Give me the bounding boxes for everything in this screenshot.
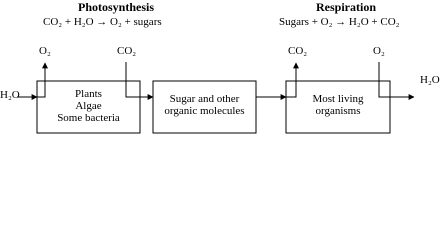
- o2-left-label: O₂: [39, 45, 51, 57]
- consumers-line-1: Most living: [312, 93, 364, 105]
- box-producers-text: [37, 88, 140, 124]
- respiration-title: Respiration: [316, 0, 376, 14]
- consumers-line-2: organisms: [315, 105, 361, 117]
- co2-left-label: CO₂: [117, 45, 137, 57]
- sugars-line-2: organic molecules: [164, 105, 245, 117]
- co2-right-label: CO₂: [288, 45, 308, 57]
- box-consumers-text: [286, 93, 390, 117]
- h2o-right-label: H₂O: [420, 74, 440, 86]
- producers-line-1: Plants: [75, 88, 102, 100]
- arrow-o2-in: [379, 62, 390, 97]
- photosynthesis-equation: CO₂ + H₂O → O₂ + sugars: [43, 16, 162, 28]
- box-sugars-text: [153, 93, 256, 117]
- respiration-equation: Sugars + O₂ → H₂O + CO₂: [279, 16, 400, 28]
- arrow-co2-out: [286, 63, 296, 97]
- sugars-line-1: Sugar and other: [169, 93, 240, 105]
- photosynthesis-title: Photosynthesis: [78, 0, 155, 14]
- h2o-left-label: H₂O: [0, 89, 20, 101]
- producers-line-2: Algae: [75, 100, 102, 112]
- producers-line-3: Some bacteria: [57, 112, 120, 124]
- o2-right-label: O₂: [373, 45, 385, 57]
